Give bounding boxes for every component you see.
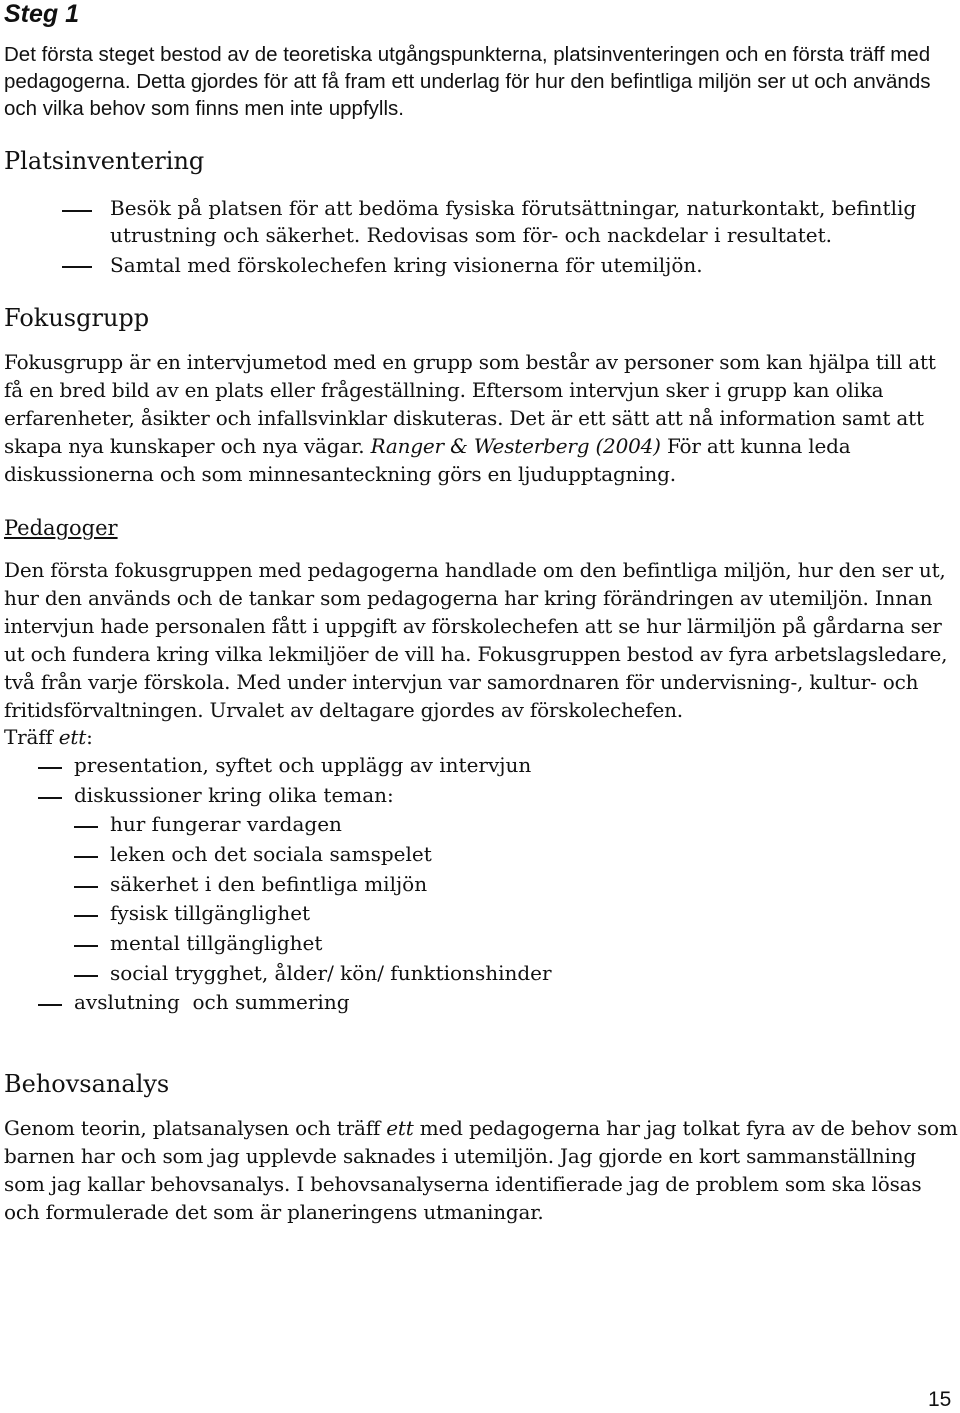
- dash-marker: [74, 886, 98, 888]
- traff-list-item: diskussioner kring olika teman:: [74, 783, 394, 807]
- dash-marker: [74, 975, 98, 977]
- behovsanalys-text-cont: med pedagogerna har jag tolkat fyra av de behov som barnen har och som jag upplevde saknades i utemiljön. Jag gjorde en kort sammanställning som jag kallar behovsanalys. I behovsanalyserna identifierade jag de problem som ska lösas och formulerade det som är planeringens utmaningar.: [4, 1116, 958, 1224]
- step-heading: Steg 1: [4, 0, 80, 28]
- traff-suffix: :: [86, 725, 93, 749]
- dash-marker: [38, 797, 62, 799]
- traff-list-item: presentation, syftet och upplägg av intervjun: [74, 753, 532, 777]
- platsinventering-item: Besök på platsen för att bedöma fysiska förutsättningar, naturkontakt, befintlig utrustning och säkerhet. Redovisas som för- och nackdelar i resultatet.: [110, 196, 917, 247]
- traff-sublist-item: leken och det sociala samspelet: [110, 842, 432, 866]
- dash-marker: [62, 210, 92, 212]
- traff-sublist-item: mental tillgänglighet: [110, 931, 323, 955]
- fokusgrupp-text-cont: För att kunna leda diskussionerna och som minnesanteckning görs en ljudupptagning.: [4, 434, 851, 486]
- behovsanalys-emph: ett: [386, 1116, 414, 1140]
- behovsanalys-text: Genom teorin, platsanalysen och träff: [4, 1116, 381, 1140]
- traff-label: [4, 723, 959, 751]
- traff-sublist-item: social trygghet, ålder/ kön/ funktionshinder: [110, 961, 552, 985]
- behovsanalys-paragraph: [4, 1114, 959, 1226]
- dash-marker: [38, 1004, 62, 1006]
- fokusgrupp-heading: Fokusgrupp: [4, 304, 150, 332]
- fokusgrupp-paragraph: [4, 348, 959, 488]
- traff-prefix: Träff: [4, 725, 59, 749]
- dash-marker: [62, 266, 92, 268]
- traff-word: ett: [58, 725, 87, 749]
- dash-marker: [74, 856, 98, 858]
- platsinventering-item: Samtal med förskolechefen kring visionerna för utemiljön.: [110, 253, 703, 277]
- behovsanalys-heading: Behovsanalys: [4, 1070, 170, 1098]
- reference-citation: Ranger & Westerberg (2004): [370, 434, 661, 458]
- pedagoger-paragraph: Den första fokusgruppen med pedagogerna handlade om den befintliga miljön, hur den ser ut, hur den används och de tankar som pedagogerna har kring förändringen av utemiljön. Innan intervjun hade personalen fått i uppgift av förskolechefen att se hur lärmiljön på gårdarna ser ut och fundera kring vilka lekmiljöer de vill ha. Fokusgruppen bestod av fyra arbetslagsledare, två från varje förskola. Med under intervjun var samordnaren för undervisning-, kultur- och fritidsförvaltningen. Urvalet av deltagare gjordes av förskolechefen.: [4, 558, 948, 722]
- dash-marker: [74, 945, 98, 947]
- traff-sublist-item: fysisk tillgänglighet: [110, 901, 311, 925]
- dash-marker: [38, 767, 62, 769]
- intro-paragraph: Det första steget bestod av de teoretiska utgångspunkterna, platsinventeringen och en första träff med pedagogerna. Detta gjordes för att få fram ett underlag för hur den befintliga miljön ser ut och används och vilka behov som finns men inte uppfylls.: [4, 43, 931, 120]
- platsinventering-heading: Platsinventering: [4, 147, 205, 175]
- page-number: 15: [928, 1388, 952, 1411]
- fokusgrupp-text: Fokusgrupp är en intervjumetod med en grupp som består av personer som kan hjälpa till att få en bred bild av en plats eller frågeställning. Eftersom intervjun sker i grupp kan olika erfarenheter, åsikter och infallsvinklar diskuteras. Det är ett sätt att nå information samt att skapa nya kunskaper och nya vägar.: [4, 350, 936, 458]
- pedagoger-heading: Pedagoger: [4, 516, 118, 540]
- traff-sublist-item: säkerhet i den befintliga miljön: [110, 872, 428, 896]
- traff-sublist-item: hur fungerar vardagen: [110, 812, 342, 836]
- dash-marker: [74, 915, 98, 917]
- dash-marker: [74, 826, 98, 828]
- traff-list-item: avslutning och summering: [74, 990, 350, 1014]
